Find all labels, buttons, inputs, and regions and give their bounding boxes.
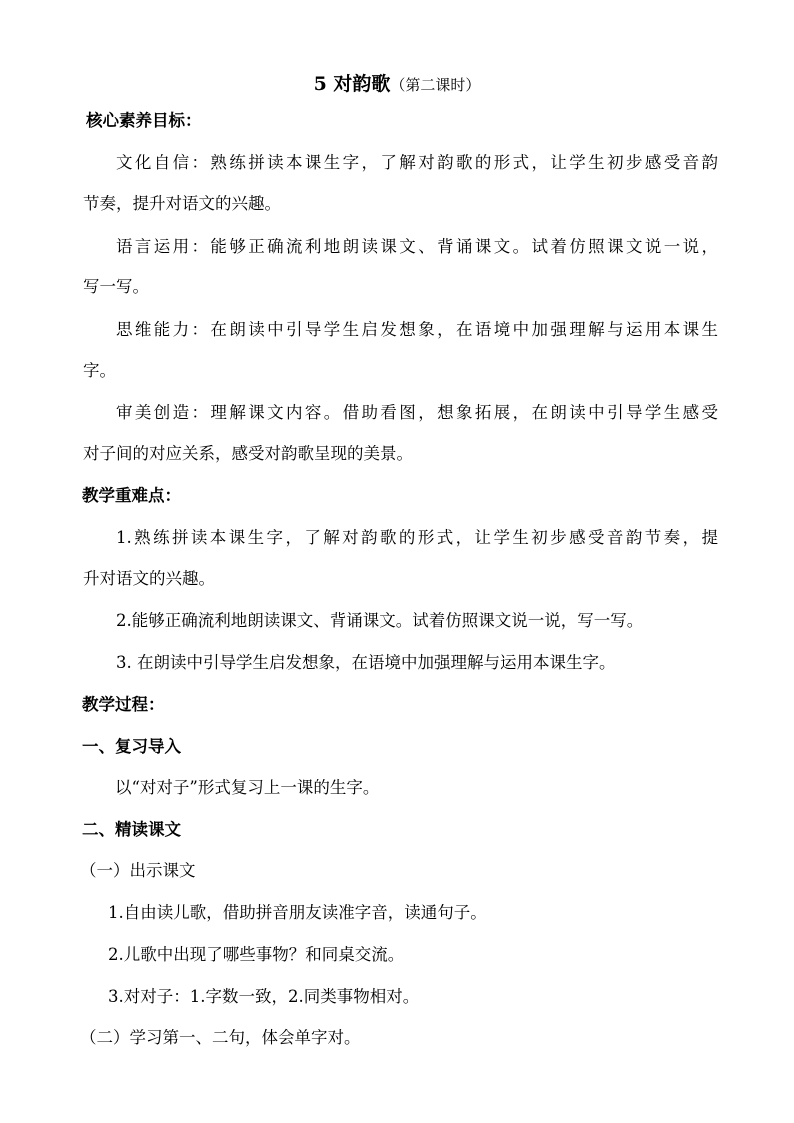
lesson-title xyxy=(0,69,794,96)
title-note: （第二课时） xyxy=(390,76,481,94)
key-points-heading: 教学重难点： xyxy=(82,486,181,505)
goal-2-line-2: 写一写。 xyxy=(83,277,149,296)
key-point-3: 3. 在朗读中引导学生启发想象，在语境中加强理解与运用本课生字。 xyxy=(116,653,616,672)
goal-4-line-1: 审美创造：理解课文内容。借助看图，想象拓展，在朗读中引导学生感受 xyxy=(116,403,718,422)
subsection-1-heading: （一）出示课文 xyxy=(80,861,196,880)
goal-3-line-1: 思维能力：在朗读中引导学生启发想象，在语境中加强理解与运用本课生 xyxy=(116,320,718,339)
goal-1-line-2: 节奏，提升对语文的兴趣。 xyxy=(83,194,281,213)
goals-heading: 核心素养目标： xyxy=(86,111,202,130)
process-heading: 教学过程： xyxy=(82,695,165,714)
list-item-2: 2.儿歌中出现了哪些事物？和同桌交流。 xyxy=(108,945,405,964)
section-2-heading: 二、精读课文 xyxy=(82,820,181,839)
key-point-1-line-1: 1.熟练拼读本课生字，了解对韵歌的形式，让学生初步感受音韵节奏，提 xyxy=(116,528,718,547)
subsection-2-heading: （二）学习第一、二句，体会单字对。 xyxy=(80,1028,361,1047)
section-1-heading: 一、复习导入 xyxy=(82,737,181,756)
list-item-1: 1.自由读儿歌，借助拼音朋友读准字音，读通句子。 xyxy=(108,903,487,922)
list-item-3: 3.对对子：1.字数一致，2.同类事物相对。 xyxy=(108,987,420,1006)
key-point-1-line-2: 升对语文的兴趣。 xyxy=(83,569,215,588)
goal-3-line-2: 字。 xyxy=(83,361,116,380)
title-main: 5 对韵歌 xyxy=(313,73,391,95)
key-point-2: 2.能够正确流利地朗读课文、背诵课文。试着仿照课文说一说，写一写。 xyxy=(116,611,644,630)
section-1-text: 以“对对子”形式复习上一课的生字。 xyxy=(115,778,380,797)
goal-4-line-2: 对子间的对应关系，感受对韵歌呈现的美景。 xyxy=(83,444,413,463)
goal-1-line-1: 文化自信：熟练拼读本课生字，了解对韵歌的形式，让学生初步感受音韵 xyxy=(116,153,718,172)
goal-2-line-1: 语言运用：能够正确流利地朗读课文、背诵课文。试着仿照课文说一说， xyxy=(116,237,718,256)
